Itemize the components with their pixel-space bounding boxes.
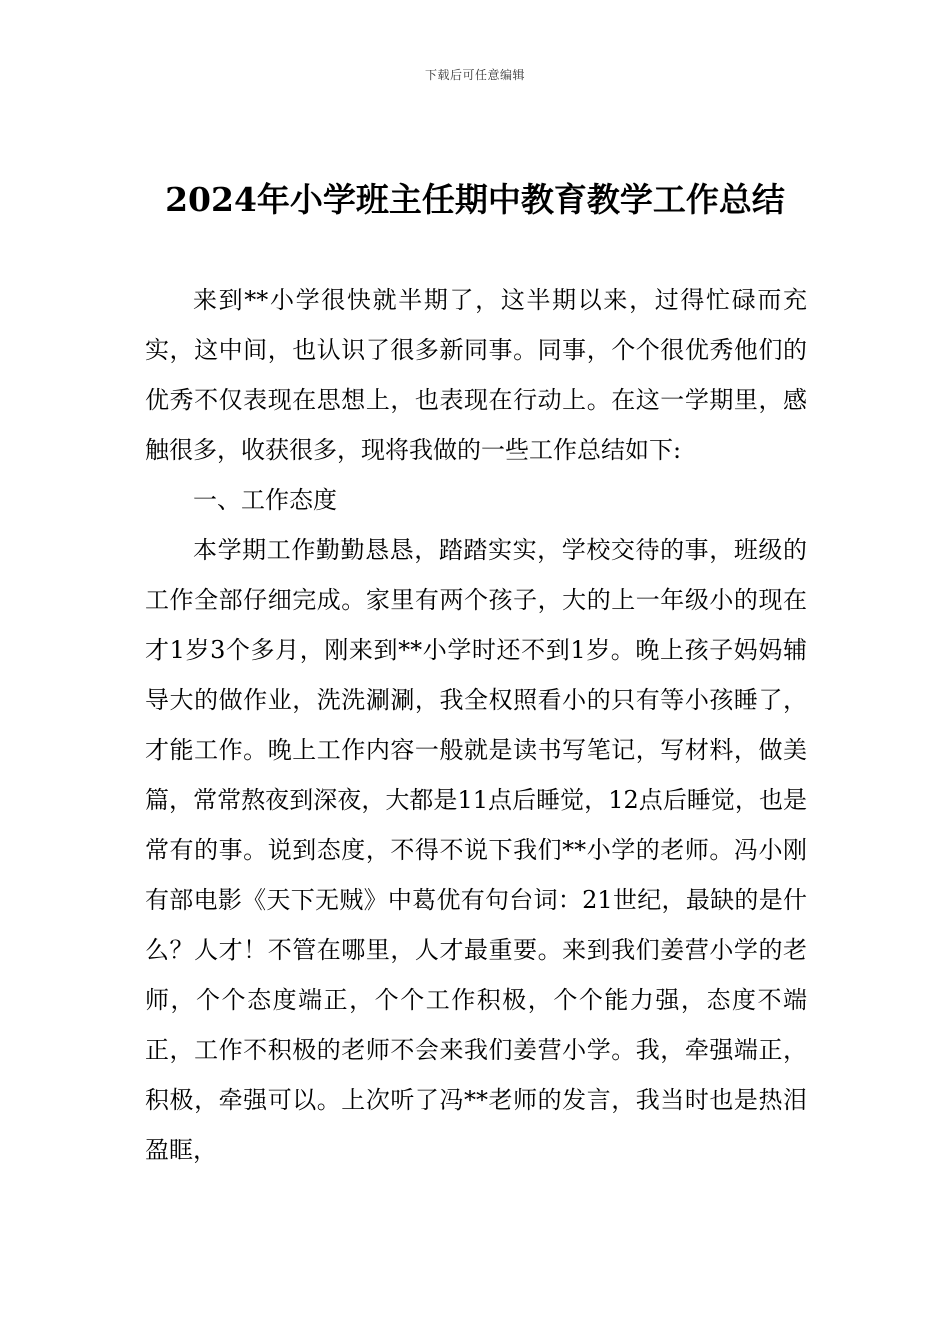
- section-heading-work-attitude: 一、工作态度: [193, 486, 337, 514]
- document-title: 2024年小学班主任期中教育教学工作总结: [165, 180, 785, 219]
- document-body: [145, 275, 807, 1175]
- header-note: 下载后可任意编辑: [424, 68, 525, 82]
- paragraph-work-attitude: 本学期工作勤勤恳恳，踏踏实实，学校交待的事，班级的工作全部仔细完成。家里有两个孩子，大的上一年级小的现在才1岁3个多月，刚来到**小学时还不到1岁。晚上孩子妈妈辅导大的做作业，洗洗涮涮，我全权照看小的只有等小孩睡了，才能工作。晚上工作内容一般就是读书写笔记，写材料，做美篇，常常熬夜到深夜，大都是11点后睡觉，12点后睡觉，也是常有的事。说到态度，不得不说下我们**小学的老师。冯小刚有部电影《天下无贼》中葛优有句台词：21世纪，最缺的是什么？人才！不管在哪里，人才最重要。来到我们姜营小学的老师，个个态度端正，个个工作积极，个个能力强，态度不端正，工作不积极的老师不会来我们姜营小学。我，牵强端正，积极，牵强可以。上次听了冯**老师的发言，我当时也是热泪盈眶，: [145, 536, 807, 1164]
- paragraph-intro: 来到**小学很快就半期了，这半期以来，过得忙碌而充实，这中间，也认识了很多新同事。同事，个个很优秀他们的优秀不仅表现在思想上，也表现在行动上。在这一学期里，感触很多，收获很多，现将我做的一些工作总结如下:: [145, 286, 807, 464]
